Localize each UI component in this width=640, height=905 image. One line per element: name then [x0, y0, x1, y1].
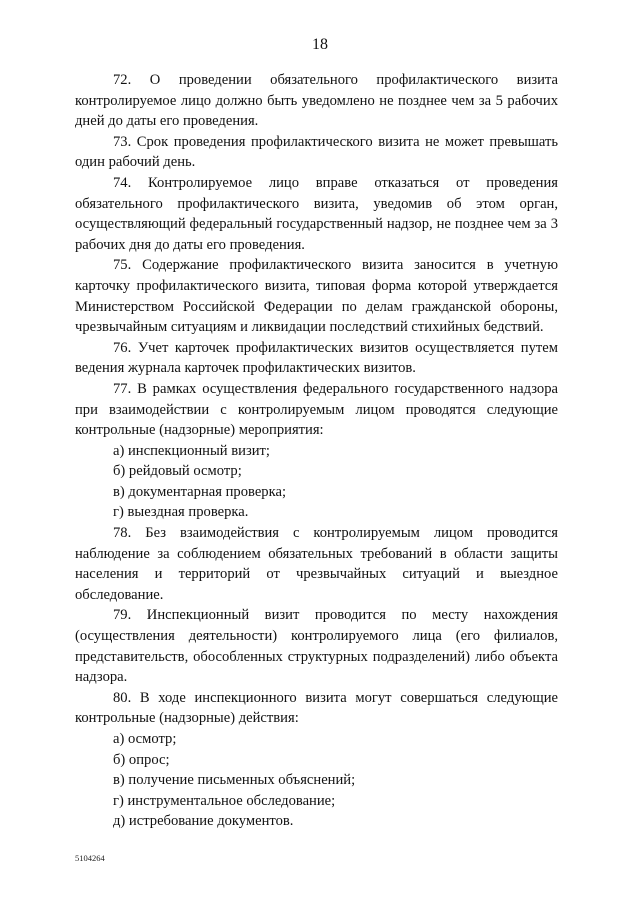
paragraph-72: 72. О проведении обязательного профилактического визита контролируемое лицо должно быть уведомлено не позднее чем за 5 рабочих дней до даты его проведения.	[75, 72, 558, 130]
paragraph-80: 80. В ходе инспекционного визита могут совершаться следующие контрольные (надзорные) действия:	[75, 689, 558, 727]
document-code: 5104264	[75, 853, 105, 863]
page-number: 18	[312, 36, 328, 53]
list-item-77a: а) инспекционный визит;	[113, 442, 270, 459]
list-item-80e: д) истребование документов.	[113, 813, 294, 830]
paragraph-79: 79. Инспекционный визит проводится по месту нахождения (осуществления деятельности) контролируемого лица (его филиалов, представительств, обособленных структурных подразделений) либо объекта надзора.	[75, 607, 558, 686]
list-item-80b: б) опрос;	[113, 751, 170, 768]
paragraph-76: 76. Учет карточек профилактических визитов осуществляется путем ведения журнала карточек профилактических визитов.	[75, 339, 558, 377]
paragraph-74: 74. Контролируемое лицо вправе отказаться от проведения обязательного профилактического визита, уведомив об этом орган, осуществляющий федеральный государственный надзор, не позднее чем за 3 рабочих дня до даты его проведения.	[75, 174, 558, 253]
list-item-80d: г) инструментальное обследование;	[113, 792, 336, 809]
document-body	[75, 70, 558, 832]
paragraph-77: 77. В рамках осуществления федерального государственного надзора при взаимодействии с контролируемым лицом проводятся следующие контрольные (надзорные) мероприятия:	[75, 380, 558, 439]
list-item-80a: а) осмотр;	[113, 731, 177, 747]
list-item-77b: б) рейдовый осмотр;	[113, 463, 242, 480]
list-item-80c: в) получение письменных объяснений;	[113, 772, 356, 789]
paragraph-75: 75. Содержание профилактического визита заносится в учетную карточку профилактического визита, типовая форма которой утверждается Министерством Российской Федерации по делам гражданской обороны, чрезвычайным ситуациям и ликвидации последствий стихийных бедствий.	[75, 257, 558, 336]
list-item-77c: в) документарная проверка;	[113, 483, 286, 500]
paragraph-78: 78. Без взаимодействия с контролируемым лицом проводится наблюдение за соблюдением обязательных требований в области защиты населения и территорий от чрезвычайных ситуаций и выездное обследование.	[75, 525, 558, 603]
list-item-77d: г) выездная проверка.	[113, 504, 249, 521]
paragraph-73: 73. Срок проведения профилактического визита не может превышать один рабочий день.	[75, 133, 558, 171]
